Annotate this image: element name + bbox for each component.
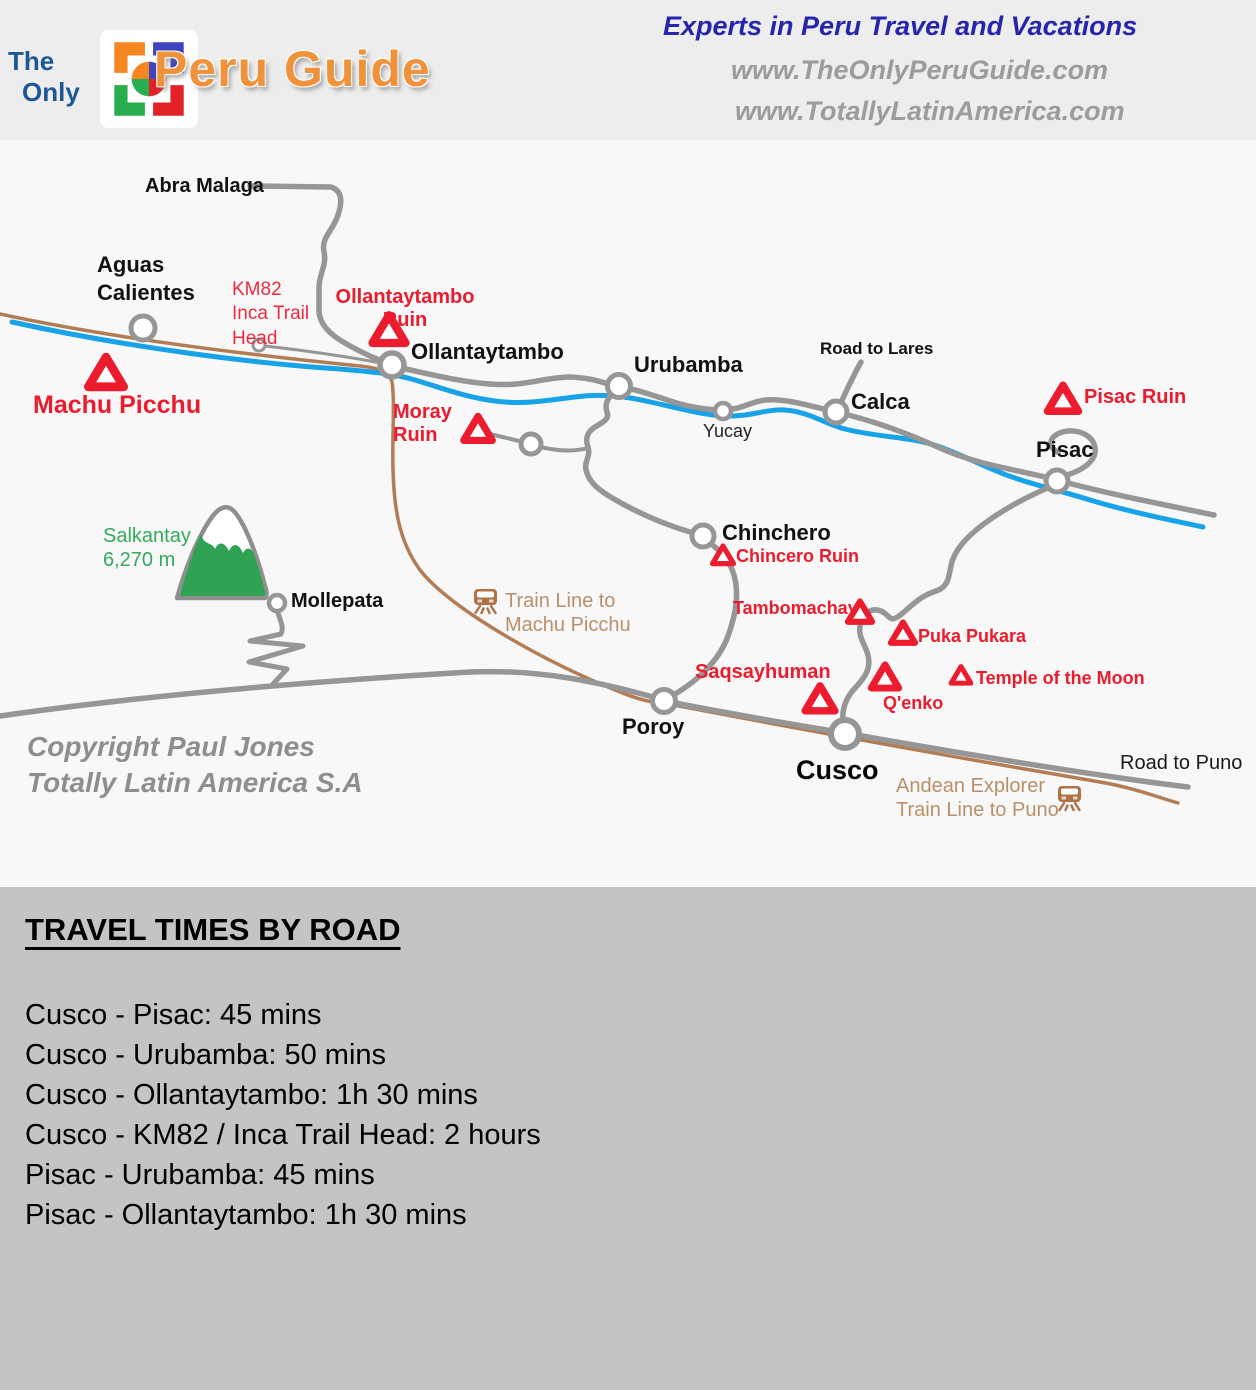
logo-the-only [8, 46, 80, 108]
map-section [0, 140, 1256, 887]
url-totallylatinamerica[interactable]: www.TotallyLatinAmerica.com [735, 96, 1125, 126]
ruin-icon-temple-of-the-moon [951, 667, 971, 684]
label-temple-of-the-moon: Temple of the Moon [976, 668, 1145, 688]
label-pisac-ruin: Pisac Ruin [1084, 386, 1187, 408]
label-puka-pukara: Puka Pukara [918, 626, 1027, 646]
road-cusco-pisac [843, 486, 1052, 731]
label-calca: Calca [851, 389, 910, 414]
town-marker-aguas-calientes [131, 316, 155, 340]
label-tambomachay: Tambomachay [733, 598, 858, 618]
train-icon-machu-picchu-line [474, 589, 497, 613]
town-marker-poroy [653, 690, 676, 713]
label-cusco: Cusco [796, 755, 879, 785]
town-marker-cusco [831, 720, 859, 748]
label-chinchero: Chinchero [722, 520, 831, 545]
road-south-valley [0, 672, 660, 716]
travel-times-section [0, 887, 1256, 1390]
label-abra-malaga: Abra Malaga [145, 175, 264, 197]
road-mollepata-zigzag [249, 610, 303, 684]
town-marker-maras [521, 434, 541, 454]
label-urubamba: Urubamba [634, 352, 743, 377]
header [0, 0, 1256, 140]
ruin-icon-moray [464, 416, 493, 440]
train-icon-puno-line [1058, 786, 1081, 810]
travel-times-list [25, 995, 541, 1235]
label-km82: KM82 Inca Trail Head [232, 279, 310, 349]
town-marker-yucay [715, 403, 731, 419]
label-machu-picchu: Machu Picchu [33, 391, 202, 419]
label-pisac: Pisac [1036, 437, 1094, 462]
label-chincero-ruin: Chincero Ruin [736, 546, 860, 566]
ruin-icon-puka-pukara [891, 622, 915, 642]
label-poroy: Poroy [622, 714, 685, 739]
label-salkantay: Salkantay 6,270 m [103, 525, 191, 572]
logo-word-the: The [8, 46, 55, 76]
label-aguas-calientes: Aguas Calientes [97, 252, 195, 305]
label-moray-ruin: Moray Ruin [393, 401, 452, 446]
town-marker-ollantaytambo [380, 353, 404, 377]
travel-times-heading: TRAVEL TIMES BY ROAD [25, 912, 401, 947]
logo-word-only: Only [22, 77, 80, 107]
town-marker-urubamba [608, 375, 631, 398]
ruin-icon-saqsayhuman [805, 686, 835, 711]
label-yucay: Yucay [703, 421, 753, 441]
label-train-line-machu-picchu: Train Line to Machu Picchu [505, 590, 631, 637]
label-ollantaytambo: Ollantaytambo [411, 339, 564, 364]
header-tagline: Experts in Peru Travel and Vacations [663, 11, 1138, 41]
ruin-icon-machu-picchu [88, 357, 123, 387]
travel-time-item: Pisac - Urubamba: 45 mins [25, 1159, 375, 1191]
ruin-icon-qenko [871, 665, 899, 688]
town-marker-mollepata [269, 595, 285, 611]
label-road-to-lares: Road to Lares [820, 339, 934, 358]
label-copyright: Copyright Paul Jones Totally Latin America S.A [27, 731, 363, 798]
travel-time-item: Cusco - Pisac: 45 mins [25, 999, 322, 1031]
label-qenko: Q'enko [883, 693, 944, 713]
label-road-to-puno: Road to Puno [1120, 752, 1243, 774]
label-mollepata: Mollepata [291, 590, 384, 612]
label-saqsayhuman: Saqsayhuman [695, 661, 831, 683]
town-marker-calca [825, 401, 847, 423]
road-moray-spur-b [540, 447, 588, 451]
logo-title: Peru Guide [154, 41, 431, 97]
travel-time-item: Cusco - KM82 / Inca Trail Head: 2 hours [25, 1119, 541, 1151]
ruin-icon-pisac [1048, 385, 1079, 411]
travel-time-item: Pisac - Ollantaytambo: 1h 30 mins [25, 1199, 467, 1231]
url-theonlyperuguide[interactable]: www.TheOnlyPeruGuide.com [731, 55, 1109, 85]
label-ollantaytambo-ruin: Ollantaytambo Ruin [335, 286, 475, 331]
label-andean-explorer: Andean Explorer Train Line to Puno [896, 775, 1059, 822]
town-marker-chinchero [692, 525, 714, 547]
travel-time-item: Cusco - Urubamba: 50 mins [25, 1039, 387, 1071]
town-marker-pisac [1046, 470, 1068, 492]
travel-time-item: Cusco - Ollantaytambo: 1h 30 mins [25, 1079, 478, 1111]
